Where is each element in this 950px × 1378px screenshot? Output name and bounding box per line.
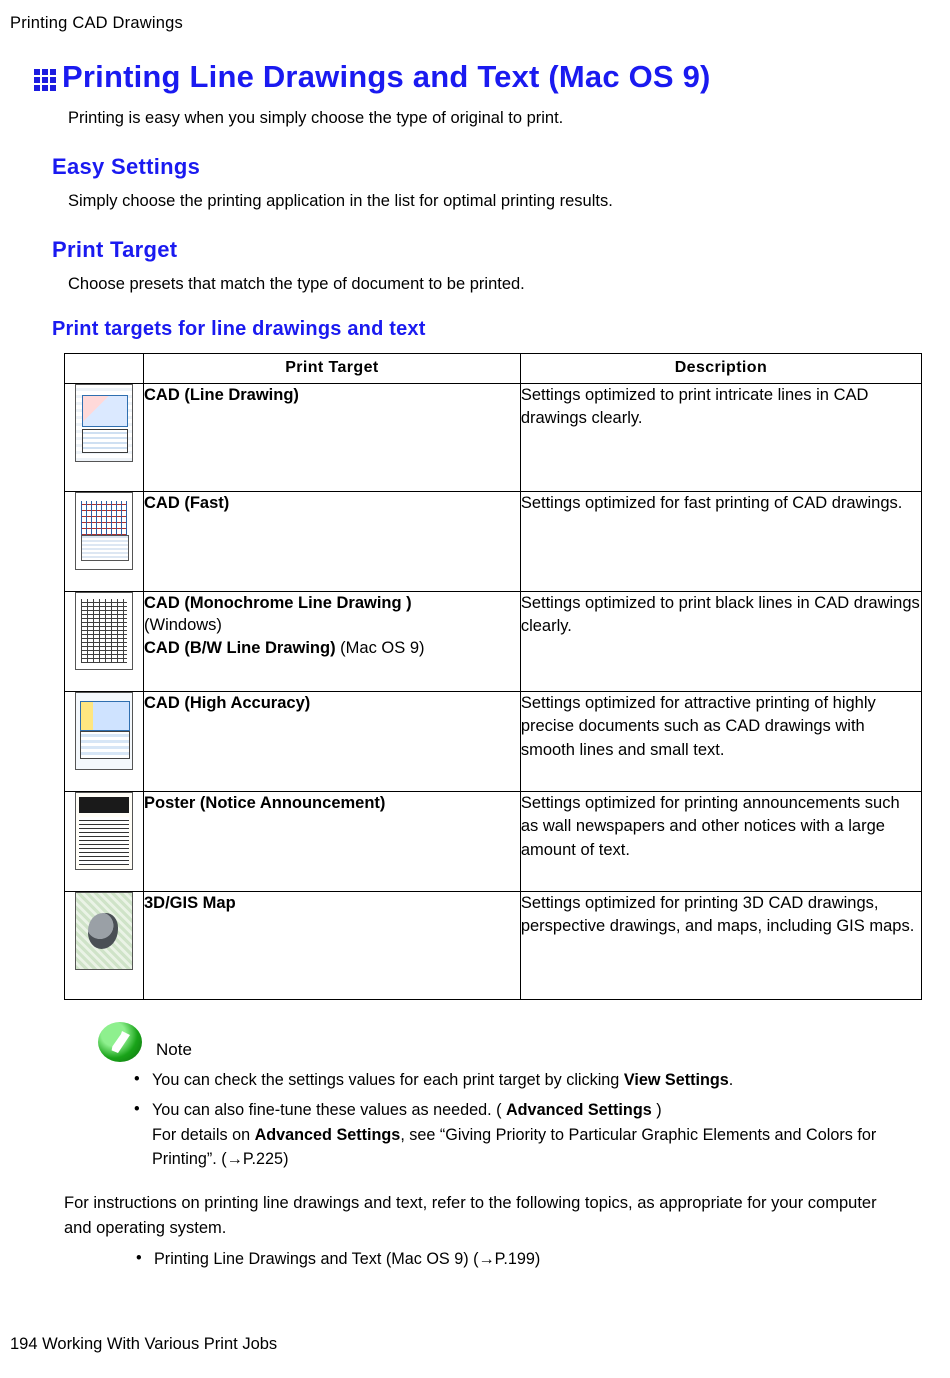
description-cell: Settings optimized for attractive printing of highly precise documents such as CAD drawings with smooth lines and small text. <box>520 692 921 792</box>
print-targets-table <box>64 353 922 1000</box>
note-header <box>64 1022 904 1062</box>
running-head: Printing CAD Drawings <box>10 14 183 32</box>
note-item-text: You can also fine-tune these values as needed. ( <box>152 1101 506 1120</box>
description-cell: Settings optimized for fast printing of CAD drawings. <box>520 492 921 592</box>
thumbnail-cell <box>65 384 144 492</box>
target-cell <box>144 384 521 492</box>
table-row <box>65 384 922 492</box>
target-cell <box>144 692 521 792</box>
subsection-heading: Print targets for line drawings and text <box>52 318 426 340</box>
column-header-description: Description <box>520 354 921 384</box>
target-name: CAD (Fast) <box>144 494 230 512</box>
poster-notice-thumbnail <box>75 792 133 870</box>
thumbnail-cell <box>65 592 144 692</box>
table-row <box>65 692 922 792</box>
note-check-icon <box>98 1022 142 1062</box>
target-name: CAD (Monochrome Line Drawing ) <box>144 594 412 612</box>
target-name: CAD (High Accuracy) <box>144 694 311 712</box>
description-cell: Settings optimized to print intricate lines in CAD drawings clearly. <box>520 384 921 492</box>
page-title: Printing Line Drawings and Text (Mac OS 9) <box>62 59 711 94</box>
thumbnail-cell <box>65 492 144 592</box>
column-header-thumbnail <box>65 354 144 384</box>
cad-line-drawing-thumbnail <box>75 384 133 462</box>
section-heading-easy-settings: Easy Settings <box>52 154 201 179</box>
description-cell: Settings optimized for printing 3D CAD drawings, perspective drawings, and maps, including GIS maps. <box>520 892 921 1000</box>
table-header-row <box>65 354 922 384</box>
page-title-row <box>34 59 904 95</box>
description-cell: Settings optimized to print black lines in CAD drawings clearly. <box>520 592 921 692</box>
table-row <box>65 592 922 692</box>
note-list <box>64 1068 904 1171</box>
note-subline-post: , see “Giving Priority to Particular Graphic Elements and Colors for Printing”. (→P.225) <box>152 1125 877 1168</box>
table-row <box>65 492 922 592</box>
intro-text: Printing is easy when you simply choose the type of original to print. <box>68 109 564 127</box>
cad-high-accuracy-thumbnail <box>75 692 133 770</box>
thumbnail-cell <box>65 892 144 1000</box>
note-label: Note <box>156 1040 192 1059</box>
note-item-text: You can check the settings values for each print target by clicking <box>152 1071 624 1089</box>
cad-monochrome-thumbnail <box>75 592 133 670</box>
cad-fast-thumbnail <box>75 492 133 570</box>
thumbnail-cell <box>65 792 144 892</box>
table-row <box>65 892 922 1000</box>
target-platform-windows: (Windows) <box>144 616 222 635</box>
target-platform-mac: (Mac OS 9) <box>335 638 425 657</box>
list-item <box>134 1098 904 1171</box>
note-subline <box>152 1123 904 1172</box>
table-row <box>65 792 922 892</box>
list-item <box>134 1068 904 1092</box>
target-cell <box>144 792 521 892</box>
3d-gis-map-thumbnail <box>75 892 133 970</box>
target-name: 3D/GIS Map <box>144 894 236 912</box>
target-name-alt: CAD (B/W Line Drawing) <box>144 638 336 657</box>
list-item[interactable] <box>136 1247 904 1271</box>
note-item-text-end: ) <box>651 1101 662 1120</box>
note-item-bold: View Settings <box>623 1071 729 1089</box>
target-name: CAD (Line Drawing) <box>144 386 299 404</box>
closing-list <box>46 1247 904 1271</box>
column-header-target: Print Target <box>144 354 521 384</box>
closing-text: For instructions on printing line drawings and text, refer to the following topics, as appropriate for your computer and operating system. <box>64 1194 877 1237</box>
section-text-print-target: Choose presets that match the type of document to be printed. <box>68 275 525 293</box>
target-cell <box>144 892 521 1000</box>
closing-link-text[interactable]: Printing Line Drawings and Text (Mac OS 9) (→P.199) <box>154 1249 541 1268</box>
section-heading-print-target: Print Target <box>52 237 178 262</box>
target-cell <box>144 592 521 692</box>
note-subline-pre: For details on <box>152 1125 255 1144</box>
note-item-text-end: . <box>728 1071 734 1089</box>
note-block <box>64 1022 904 1171</box>
page-footer: 194 Working With Various Print Jobs <box>10 1335 278 1353</box>
description-cell: Settings optimized for printing announcements such as wall newspapers and other notices with a large amount of text. <box>520 792 921 892</box>
note-subline-bold: Advanced Settings <box>254 1125 401 1144</box>
note-item-bold: Advanced Settings <box>505 1101 652 1120</box>
grid-squares-icon <box>34 69 56 91</box>
thumbnail-cell <box>65 692 144 792</box>
section-text-easy-settings: Simply choose the printing application in the list for optimal printing results. <box>68 192 613 210</box>
target-cell <box>144 492 521 592</box>
target-name: Poster (Notice Announcement) <box>144 794 386 812</box>
